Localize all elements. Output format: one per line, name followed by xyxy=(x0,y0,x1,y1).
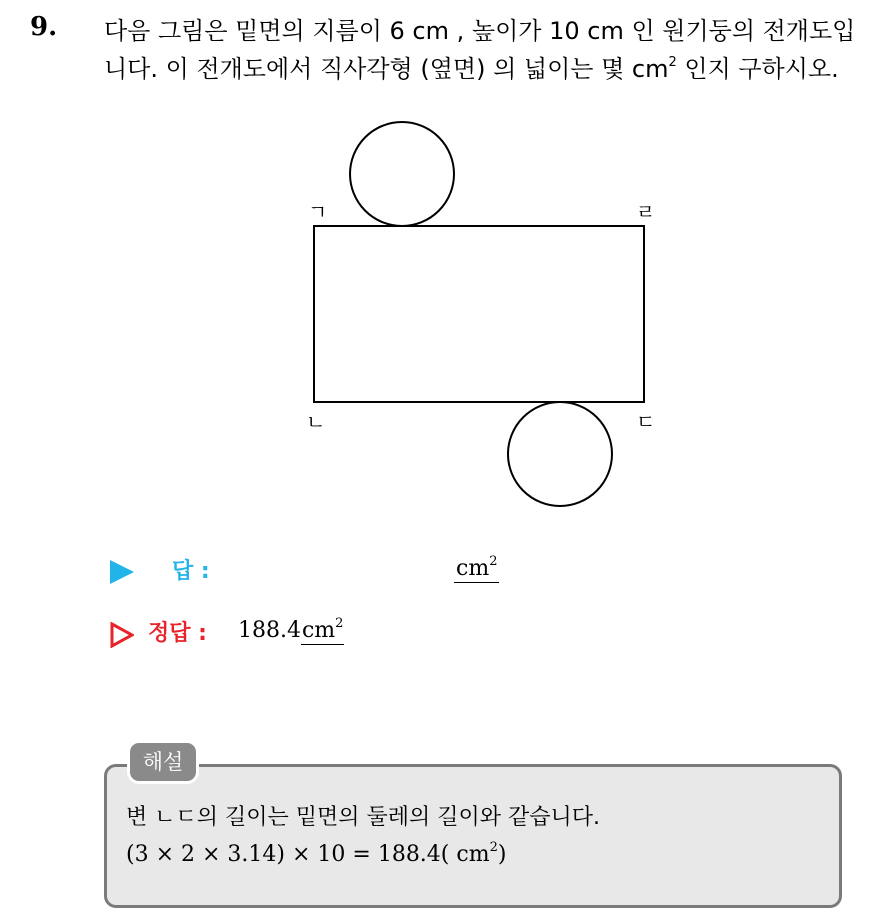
solution-formula: (3 × 2 × 3.14) × 10 = 188.4( cm xyxy=(126,842,490,867)
lateral-rectangle xyxy=(314,226,644,402)
answer-blank-unit[interactable] xyxy=(454,553,499,583)
solution-formula-close: ) xyxy=(497,842,507,867)
vertex-label-bottom-right: ㄷ xyxy=(636,410,656,434)
solution-line-1: 변 ㄴㄷ의 길이는 밑면의 둘레의 길이와 같습니다. xyxy=(126,805,600,830)
solution-unit-exponent: 2 xyxy=(489,839,498,855)
vertex-label-bottom-left: ㄴ xyxy=(306,410,326,434)
solution-tab: 해설 xyxy=(127,740,199,784)
correct-answer-label: 정답 : xyxy=(148,621,207,646)
play-triangle-icon xyxy=(110,560,134,584)
question-unit-exponent: 2 xyxy=(668,55,677,70)
question-line-1: 다음 그림은 밑면의 지름이 6 cm , 높이가 10 cm 인 원기둥의 전개도입 xyxy=(104,17,856,45)
bottom-base-circle xyxy=(508,402,612,506)
question-line-2-start: 니다. 이 전개도에서 직사각형 (옆면) 의 넓이는 몇 cm xyxy=(104,55,669,83)
correct-answer-unit xyxy=(301,615,344,645)
question-number: 9. xyxy=(30,12,58,42)
solution-box xyxy=(104,764,842,908)
solution-line-2 xyxy=(126,839,507,867)
correct-unit-base: cm xyxy=(301,618,336,643)
answer-unit-exponent: 2 xyxy=(489,553,498,569)
correct-answer-value xyxy=(238,615,344,643)
top-base-circle xyxy=(350,122,454,226)
question-line-2 xyxy=(104,50,874,88)
vertex-label-top-right: ㄹ xyxy=(636,200,656,224)
vertex-label-top-left: ㄱ xyxy=(308,200,328,224)
correct-answer-number: 188.4 xyxy=(238,618,301,643)
question-line-2-end: 인지 구하시오. xyxy=(676,55,839,83)
outline-triangle-icon xyxy=(110,622,134,648)
answer-unit-base: cm xyxy=(456,556,490,581)
question-text xyxy=(104,12,874,88)
correct-unit-exponent: 2 xyxy=(335,615,344,631)
answer-label: 답 : xyxy=(172,559,210,584)
